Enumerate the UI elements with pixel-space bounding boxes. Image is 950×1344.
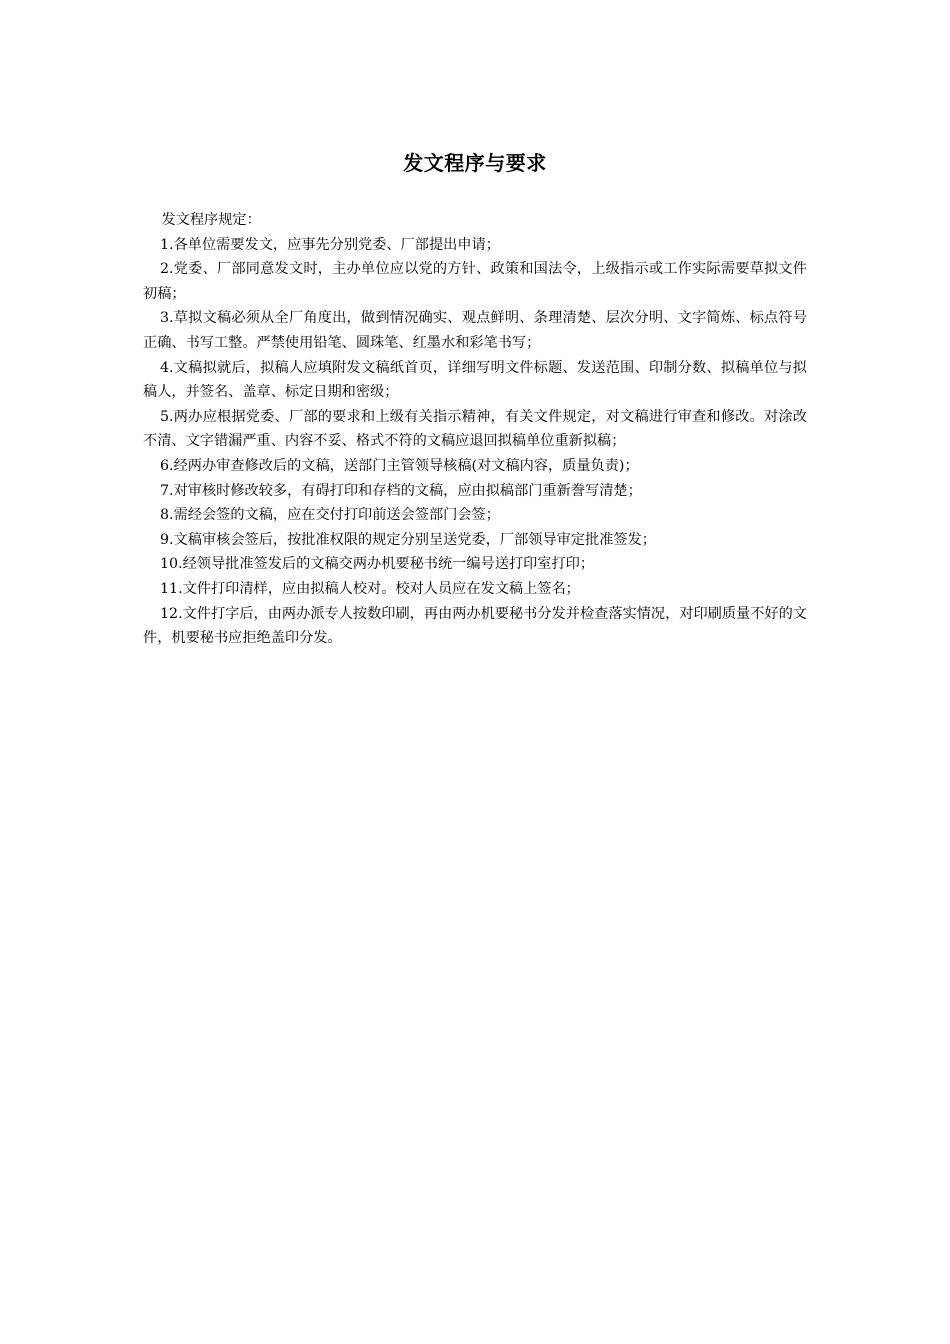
rule-item-8: 8.需经会签的文稿，应在交付打印前送会签部门会签； xyxy=(160,507,500,524)
rule-item-5: 5.两办应根据党委、厂部的要求和上级有关指示精神，有关文件规定，对文稿进行审查和修改。对涂改不清、文字错漏严重、内容不妥、格式不符的文稿应退回拟稿单位重新拟稿； xyxy=(143,408,807,450)
rule-item-6: 6.经两办审查修改后的文稿，送部门主管领导核稿(对文稿内容，质量负责)； xyxy=(160,457,639,474)
rule-item-11: 11.文件打印清样，应由拟稿人校对。校对人员应在发文稿上签名； xyxy=(160,580,580,597)
rule-item-1: 1.各单位需要发文，应事先分别党委、厂部提出申请； xyxy=(160,236,500,253)
document-body xyxy=(143,208,807,651)
intro-paragraph: 发文程序规定： xyxy=(161,212,261,228)
rule-item-12: 12.文件打字后，由两办派专人按数印刷，再由两办机要秘书分发并检查落实情况，对印刷质量不好的文件，机要秘书应拒绝盖印分发。 xyxy=(143,605,807,647)
rule-item-9: 9.文稿审核会签后，按批准权限的规定分别呈送党委，厂部领导审定批准签发； xyxy=(160,531,656,548)
rule-item-10: 10.经领导批准签发后的文稿交两办机要秘书统一编号送打印室打印； xyxy=(160,556,595,573)
rule-item-3: 3.草拟文稿必须从全厂角度出，做到情况确实、观点鲜明、条理清楚、层次分明、文字简炼、标点符号正确、书写工整。严禁使用铅笔、圆珠笔、红墨水和彩笔书写； xyxy=(143,310,807,351)
rule-item-4: 4.文稿拟就后，拟稿人应填附发文稿纸首页，详细写明文件标题、发送范围、印制分数、拟稿单位与拟稿人，并签名、盖章、标定日期和密级； xyxy=(143,359,807,401)
document-title: 发文程序与要求 xyxy=(403,151,547,175)
rule-item-2: 2.党委、厂部同意发文时，主办单位应以党的方针、政策和国法令，上级指示或工作实际需要草拟文件初稿； xyxy=(143,261,807,302)
rule-item-7: 7.对审核时修改较多，有碍打印和存档的文稿，应由拟稿部门重新誊写清楚； xyxy=(160,482,642,499)
